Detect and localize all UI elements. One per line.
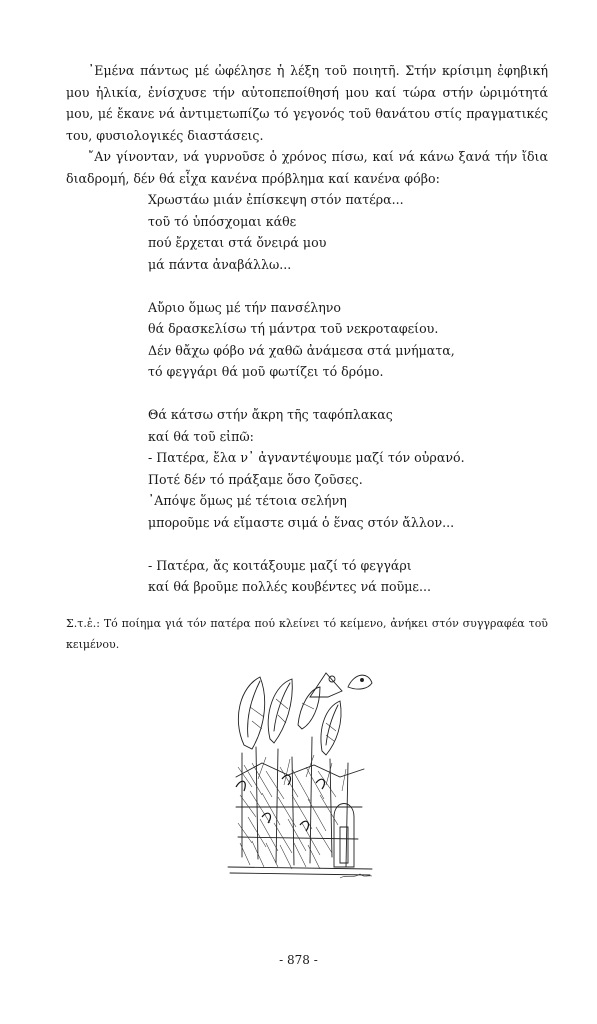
page-number: - 878 - [279, 953, 318, 967]
poem-line: πού ἔρχεται στά ὄνειρά μου [148, 235, 327, 250]
body-paragraph: ᾽Εμένα πάντως μέ ὠφέλησε ἡ λέξη τοῦ ποιητῆ. Στήν κρίσιμη ἐφηβική μου ἡλικία, ἐνίσχυσε τήν αὐτοπεποίθησή μου καί τώρα στήν ὡριμότητά μου, μέ ἔκανε νά ἀντιμετωπίζω τό γεγονός τοῦ θανάτου στίς πραγματικές του, φυσιολογικές διαστάσεις. [66, 63, 548, 143]
poem-line: Χρωστάω μιάν ἐπίσκεψη στόν πατέρα... [148, 192, 404, 207]
poem [148, 189, 548, 619]
poem-stanza [148, 189, 548, 275]
poem-line: μποροῦμε νά εἴμαστε σιμά ὁ ἕνας στόν ἄλλον... [148, 514, 455, 530]
poem-line: ᾽Απόψε ὅμως μέ τέτοια σελήνη [148, 493, 347, 508]
poem-line: τοῦ τό ὑπόσχομαι κάθε [148, 213, 297, 229]
body-paragraph: ῎Αν γίνονταν, νά γυρνοῦσε ὁ χρόνος πίσω, καί νά κάνω ξανά τήν ἴδια διαδρομή, δέν θά εἶχα κανένα πρόβλημα καί κανένα φόβο: [66, 149, 548, 186]
poem-line: Ποτέ δέν τό πράξαμε ὅσο ζοῦσες. [148, 471, 363, 487]
ink-drawing-illustration [222, 667, 375, 882]
poem-line: Αὔριο ὅμως μέ τήν πανσέληνο [148, 299, 341, 315]
poem-line: καί θά τοῦ εἰπῶ: [148, 428, 254, 444]
poem-line: καί θά βροῦμε πολλές κουβέντες νά ποῦμε... [148, 579, 431, 594]
poem-stanza [148, 404, 548, 533]
poem-line: Θά κάτσω στήν ἄκρη τῆς ταφόπλακας [148, 407, 393, 422]
poem-line: Δέν θἄχω φόβο νά χαθῶ ἀνάμεσα στά μνήματα, [148, 342, 455, 358]
editor-note: Σ.τ.ἐ.: Τό ποίημα γιά τόν πατέρα πού κλείνει τό κείμενο, ἀνήκει στόν συγγραφέα τοῦ κειμένου. [66, 617, 548, 651]
poem-stanza [148, 297, 548, 383]
poem-line: θά δρασκελίσω τή μάντρα τοῦ νεκροταφείου. [148, 321, 439, 336]
poem-line: - Πατέρα, ἔλα ν᾽ ἀγναντέψουμε μαζί τόν οὐρανό. [148, 450, 465, 465]
poem-line: τό φεγγάρι θά μοῦ φωτίζει τό δρόμο. [148, 364, 384, 379]
poem-line: μά πάντα ἀναβάλλω... [148, 256, 292, 272]
poem-line: - Πατέρα, ἄς κοιτάξουμε μαζί τό φεγγάρι [148, 557, 412, 573]
poem-stanza [148, 555, 548, 598]
